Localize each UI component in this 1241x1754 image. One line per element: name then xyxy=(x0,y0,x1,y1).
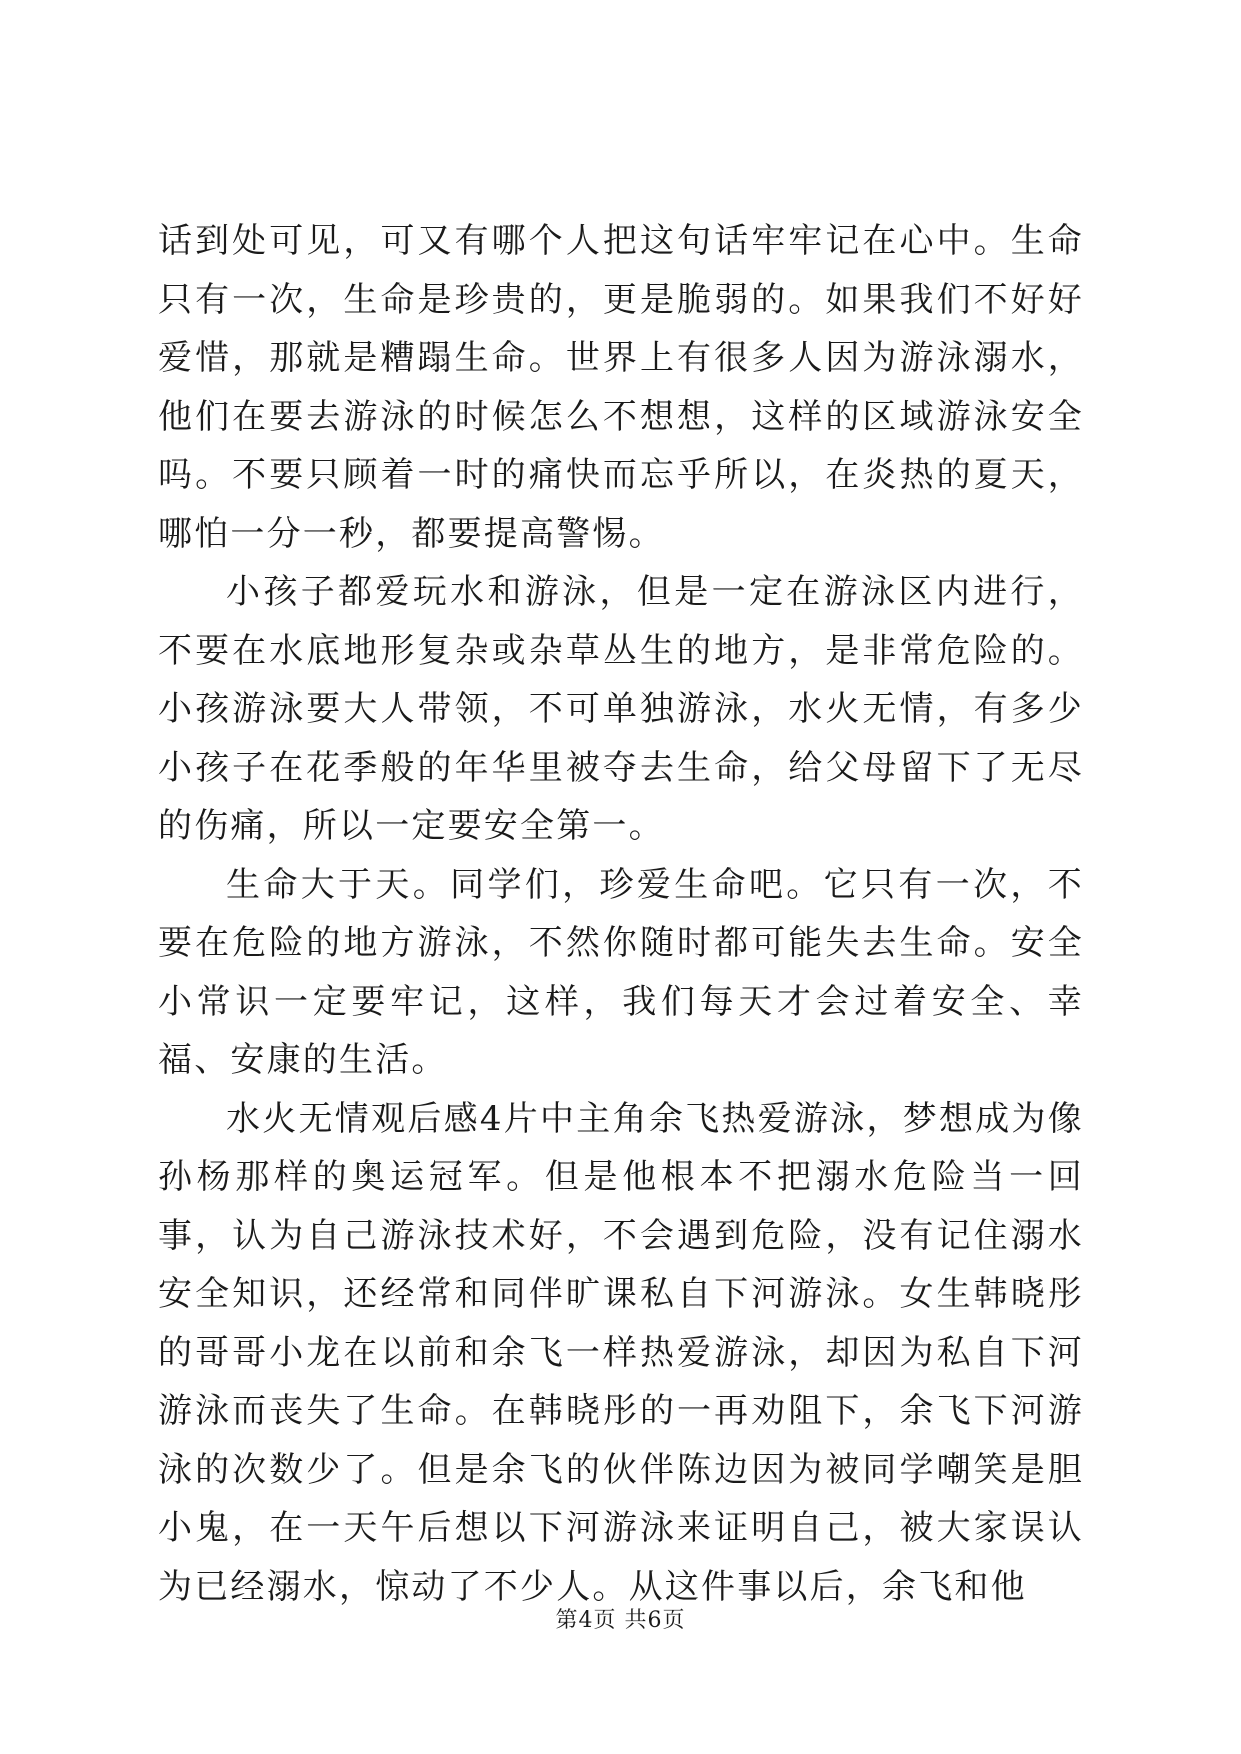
paragraph-1: 话到处可见，可又有哪个人把这句话牢牢记在心中。生命只有一次，生命是珍贵的，更是脆弱的。如果我们不好好爱惜，那就是糟蹋生命。世界上有很多人因为游泳溺水，他们在要去游泳的时候怎么不想想，这样的区域游泳安全吗。不要只顾着一时的痛快而忘乎所以，在炎热的夏天，哪怕一分一秒，都要提高警惕。 xyxy=(158,221,1084,554)
page-number-footer: 第4页 共6页 xyxy=(555,1608,686,1633)
paragraph-2: 小孩子都爱玩水和游泳，但是一定在游泳区内进行，不要在水底地形复杂或杂草丛生的地方，是非常危险的。小孩游泳要大人带领，不可单独游泳，水火无情，有多少小孩子在花季般的年华里被夺去生命，给父母留下了无尽的伤痛，所以一定要安全第一。 xyxy=(158,572,1084,846)
paragraph-4: 水火无情观后感4片中主角余飞热爱游泳，梦想成为像孙杨那样的奥运冠军。但是他根本不把溺水危险当一回事，认为自己游泳技术好，不会遇到危险，没有记住溺水安全知识，还经常和同伴旷课私自下河游泳。女生韩晓彤的哥哥小龙在以前和余飞一样热爱游泳，却因为私自下河游泳而丧失了生命。在韩晓彤的一再劝阻下，余飞下河游泳的次数少了。但是余飞的伙伴陈边因为被同学嘲笑是胆小鬼，在一天午后想以下河游泳来证明自己，被大家误认为已经溺水，惊动了不少人。从这件事以后，余飞和他 xyxy=(158,1098,1084,1607)
paragraph-3: 生命大于天。同学们，珍爱生命吧。它只有一次，不要在危险的地方游泳，不然你随时都可能失去生命。安全小常识一定要牢记，这样，我们每天才会过着安全、幸福、安康的生活。 xyxy=(158,864,1084,1080)
document-body xyxy=(158,212,1084,1616)
